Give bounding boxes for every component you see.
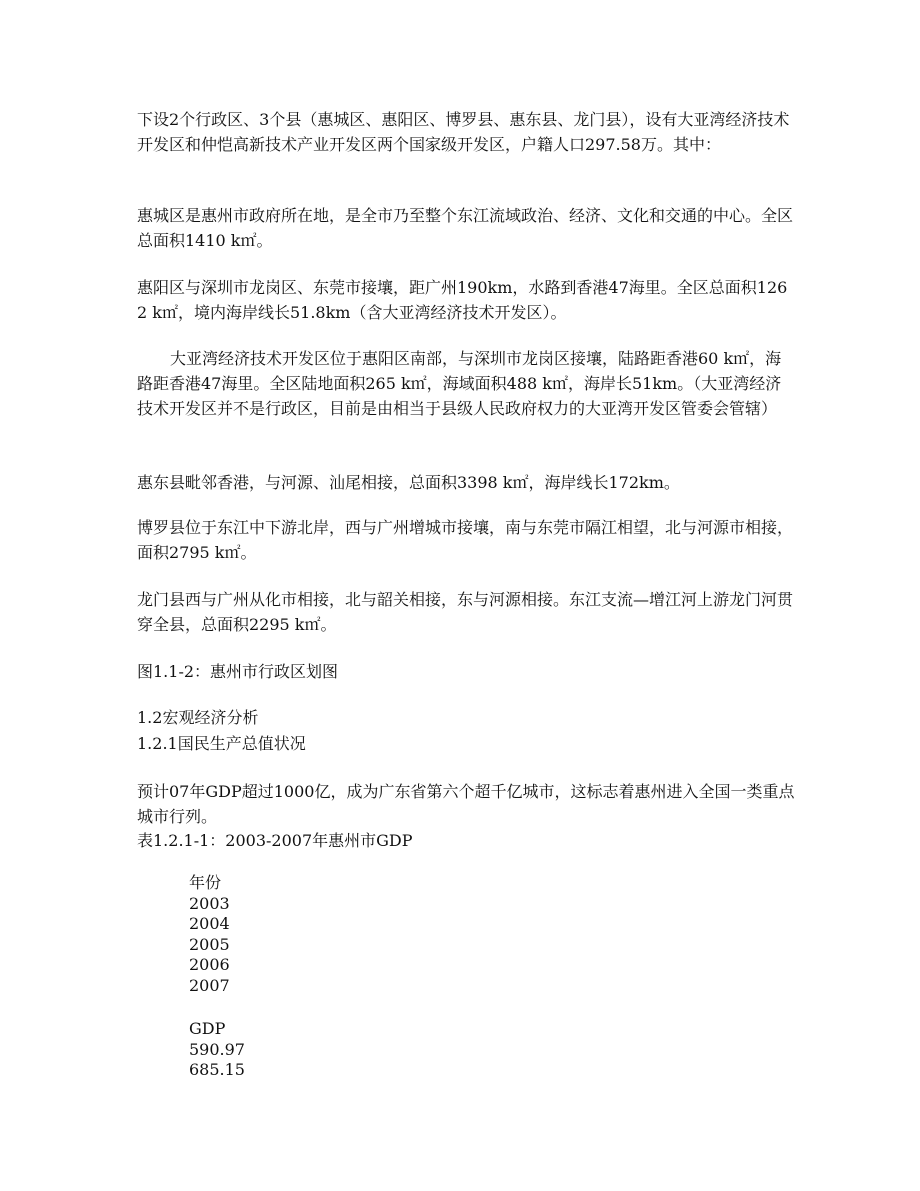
huidong-paragraph: 惠东县毗邻香港，与河源、汕尾相接，总面积3398 k㎡，海岸线长172km。 xyxy=(137,473,680,492)
figure-caption: 图1.1-2：惠州市行政区划图 xyxy=(137,662,339,681)
year-cell: 2006 xyxy=(189,955,230,974)
section-heading-1-2: 1.2宏观经济分析 xyxy=(137,708,259,727)
gdp-header: GDP xyxy=(189,1019,226,1038)
year-cell: 2005 xyxy=(189,934,230,954)
intro-paragraph: 下设2个行政区、3个县（惠城区、惠阳区、博罗县、惠东县、龙门县），设有大亚湾经济技术开发区和仲恺高新技术产业开发区两个国家级开发区，户籍人口297.58万。其中： xyxy=(137,110,790,154)
year-cell: 2003 xyxy=(189,893,230,913)
longmen-paragraph: 龙门县西与广州从化市相接，北与韶关相接，东与河源相接。东江支流—增江河上游龙门河贯穿全县，总面积2295 k㎡。 xyxy=(137,590,794,634)
table-caption: 表1.2.1-1：2003-2007年惠州市GDP xyxy=(137,831,413,850)
year-cell: 2004 xyxy=(189,914,230,933)
year-column xyxy=(189,873,230,996)
dayawan-paragraph: 大亚湾经济技术开发区位于惠阳区南部，与深圳市龙岗区接壤，陆路距香港60 k㎡，海路距香港47海里。全区陆地面积265 k㎡，海域面积488 k㎡，海岸长51km。（大亚湾经济技术开发区并不是行政区，目前是由相当于县级人民政府权力的大亚湾开发区管委会管辖） xyxy=(137,349,782,418)
section-heading-1-2-1: 1.2.1国民生产总值状况 xyxy=(137,734,306,753)
gdp-column xyxy=(189,1019,245,1081)
gdp-cell: 685.15 xyxy=(189,1060,245,1079)
huicheng-paragraph: 惠城区是惠州市政府所在地，是全市乃至整个东江流域政治、经济、文化和交通的中心。全区总面积1410 k㎡。 xyxy=(137,206,794,250)
gdp-forecast-paragraph: 预计07年GDP超过1000亿，成为广东省第六个超千亿城市，这标志着惠州进入全国一类重点城市行列。 xyxy=(137,782,795,826)
huiyang-paragraph: 惠阳区与深圳市龙岗区、东莞市接壤，距广州190km，水路到香港47海里。全区总面积1262 k㎡，境内海岸线长51.8km（含大亚湾经济技术开发区）。 xyxy=(137,278,788,322)
year-cell: 2007 xyxy=(189,975,230,995)
gdp-cell: 590.97 xyxy=(189,1039,245,1059)
boluo-paragraph: 博罗县位于东江中下游北岸，西与广州增城市接壤，南与东莞市隔江相望，北与河源市相接，面积2795 k㎡。 xyxy=(137,518,794,562)
year-header: 年份 xyxy=(189,873,222,892)
